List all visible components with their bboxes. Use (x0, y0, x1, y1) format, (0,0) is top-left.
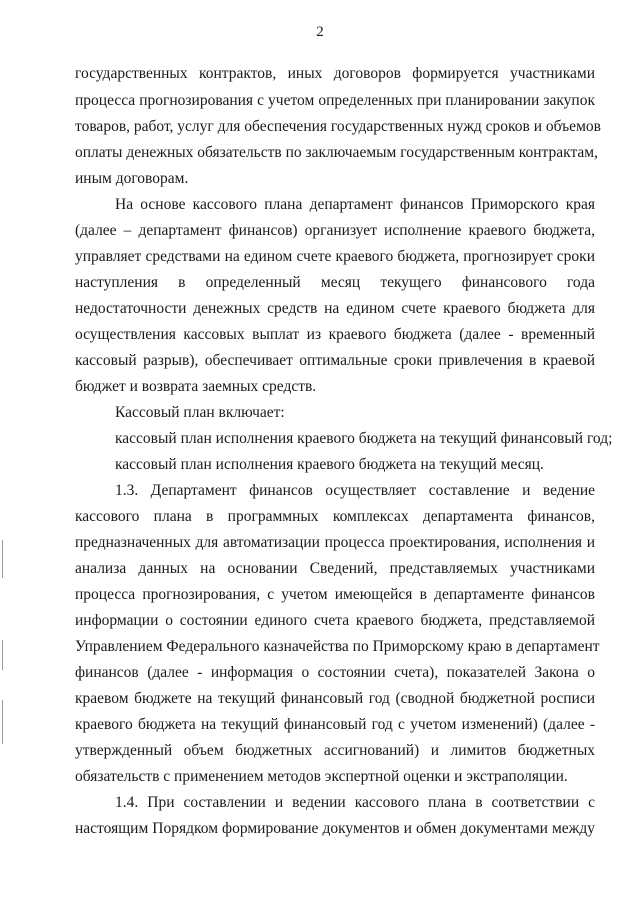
text-line: Кассовый план включает: (115, 404, 285, 421)
text-line: настоящим Порядком формирование документов и обмен документами между (75, 820, 595, 837)
scan-edge-mark (2, 700, 3, 744)
text-line: кассовый план исполнения краевого бюджета на текущий финансовый год; (115, 430, 613, 447)
text-line: анализа данных на основании Сведений, представляемых участниками (75, 560, 595, 577)
text-line: краевом бюджете на текущий финансовый год (сводной бюджетной росписи (75, 690, 595, 707)
text-line: 1.4. При составлении и ведении кассового плана в соответствии с (115, 794, 595, 811)
text-line: информации о состоянии единого счета краевого бюджета, представляемой (75, 612, 595, 629)
text-line: утвержденный объем бюджетных ассигнований) и лимитов бюджетных (75, 742, 595, 759)
text-line: предназначенных для автоматизации процесса проектирования, исполнения и (75, 534, 595, 551)
text-line: оплаты денежных обязательств по заключаемым государственным контрактам, (75, 144, 598, 161)
text-line: кассовый план исполнения краевого бюджета на текущий месяц. (115, 456, 544, 473)
text-line: управляет средствами на едином счете краевого бюджета, прогнозирует сроки (75, 248, 595, 265)
text-line: На основе кассового плана департамент финансов Приморского края (115, 196, 595, 213)
text-line: кассовый разрыв), обеспечивает оптимальные сроки привлечения в краевой (75, 352, 595, 369)
text-line: наступления в определенный месяц текущего финансового года (75, 274, 595, 291)
text-line: товаров, работ, услуг для обеспечения государственных нужд сроков и объемов (75, 118, 601, 135)
text-line: осуществления кассовых выплат из краевого бюджета (далее - временный (75, 326, 595, 343)
text-line: процесса прогнозирования, с учетом имеющейся в департаменте финансов (75, 586, 595, 603)
scan-edge-mark (2, 640, 3, 670)
text-line: государственных контрактов, иных договоров формируется участниками (75, 65, 595, 82)
text-line: процесса прогнозирования с учетом определенных при планировании закупок (75, 92, 595, 109)
text-line: краевого бюджета на текущий финансовый год с учетом изменений) (далее - (75, 716, 595, 733)
text-line: Управлением Федерального казначейства по Приморскому краю в департамент (75, 638, 600, 655)
scan-edge-mark (2, 540, 3, 578)
text-line: недостаточности денежных средств на едином счете краевого бюджета для (75, 300, 595, 317)
text-line: обязательств с применением методов экспертной оценки и экстраполяции. (75, 768, 568, 785)
text-line: (далее – департамент финансов) организует исполнение краевого бюджета, (75, 222, 595, 239)
text-line: кассового плана в программных комплексах департамента финансов, (75, 508, 595, 525)
text-line: 1.3. Департамент финансов осуществляет составление и ведение (115, 482, 595, 499)
text-line: бюджет и возврата заемных средств. (75, 378, 317, 395)
page-number: 2 (316, 24, 324, 40)
text-line: иным договорам. (75, 170, 189, 187)
text-line: финансов (далее - информация о состоянии счета), показателей Закона о (75, 664, 595, 681)
